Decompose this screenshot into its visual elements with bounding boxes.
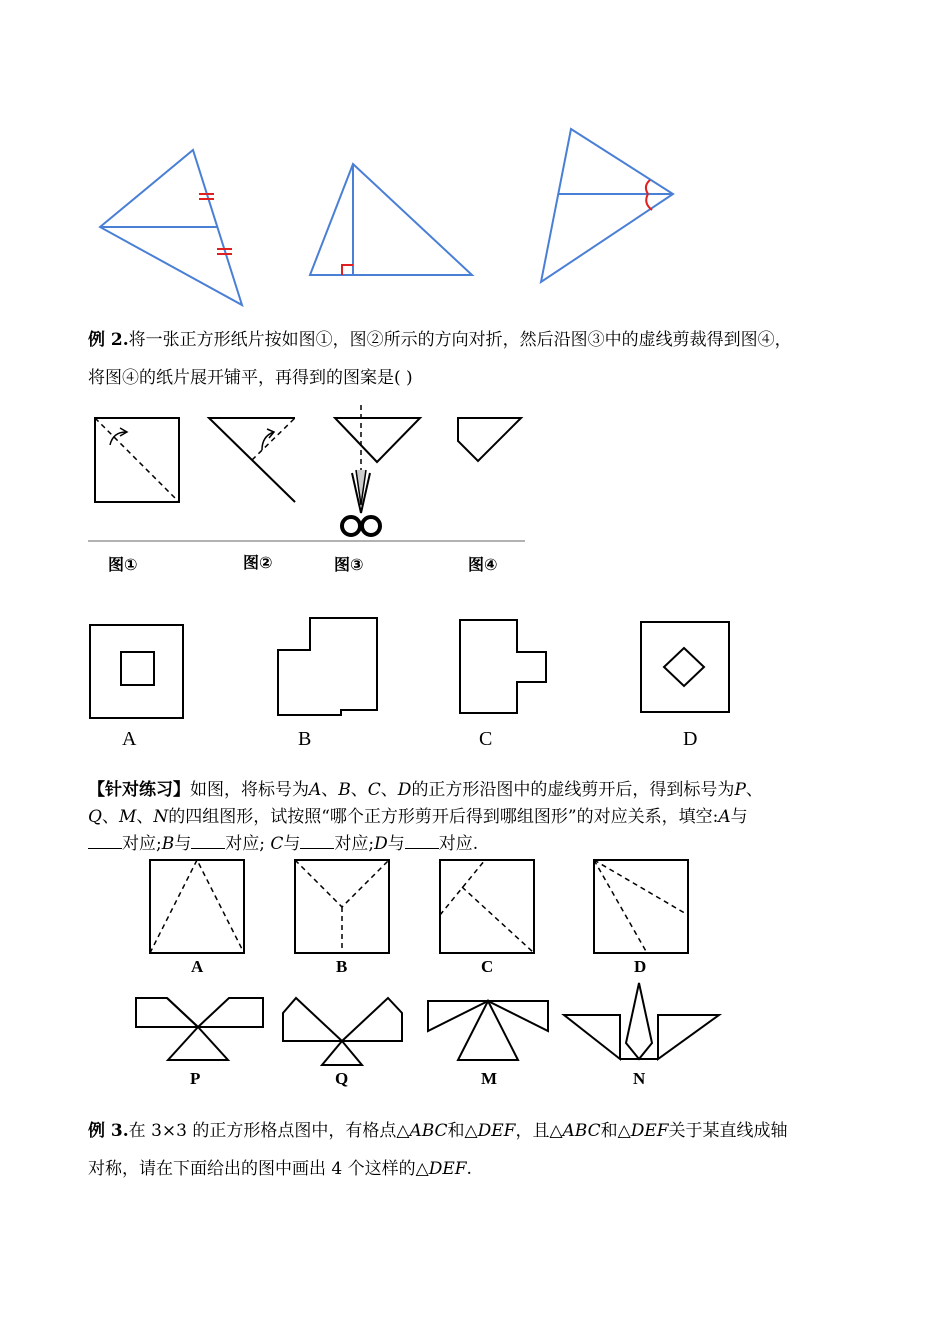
square-b-label: B: [336, 957, 348, 976]
top-triangles-figure: [0, 0, 950, 320]
square-d-cut1: [594, 860, 688, 915]
shape-n: [564, 983, 719, 1059]
shape-q-label: Q: [335, 1069, 349, 1088]
def: DEF: [630, 1121, 669, 1141]
square-a-cuts: [150, 860, 244, 953]
option-b-figure: [278, 618, 377, 715]
letter-b: B: [161, 834, 175, 854]
letter-c: C: [270, 834, 284, 854]
yu: 与: [730, 807, 748, 827]
example2-text1: 将一张正方形纸片按如图①，图②所示的方向对折，然后沿图③中的虚线剪裁得到图④，: [128, 330, 792, 350]
answer-options: [0, 612, 950, 722]
example2-line2: 将图④的纸片展开铺平，再得到的图案是( ): [88, 368, 413, 388]
letter-b: B: [338, 780, 351, 800]
def: DEF: [428, 1159, 467, 1179]
yu: 与: [283, 834, 301, 854]
sep: 、: [321, 780, 339, 800]
fig3-triangle: [335, 418, 420, 462]
sep: 、: [350, 780, 368, 800]
letter-m: M: [118, 807, 137, 827]
letter-a: A: [718, 807, 731, 827]
fig4-label: 图④: [468, 555, 498, 574]
shape-m: [428, 1001, 548, 1060]
shape-q: [283, 998, 402, 1065]
option-a-label: A: [122, 728, 137, 750]
shape-n-label: N: [633, 1069, 646, 1088]
option-b-label: B: [298, 728, 312, 750]
abc: ABC: [562, 1121, 601, 1141]
triangle-bisector-figure: [541, 129, 673, 282]
answer-blank-b[interactable]: [191, 834, 225, 849]
letter-c: C: [367, 780, 381, 800]
he: 和△: [447, 1121, 478, 1141]
shape-p-label: P: [190, 1069, 201, 1088]
letter-p: P: [734, 780, 746, 800]
sep: 、: [101, 807, 119, 827]
abc: ABC: [409, 1121, 448, 1141]
duiying-end: 对应.: [438, 834, 479, 854]
duiying: 对应;: [334, 834, 375, 854]
example3-text: .: [466, 1159, 472, 1179]
letter-d: D: [374, 834, 388, 854]
option-c-label: C: [479, 728, 493, 750]
answer-blank-a[interactable]: [88, 834, 122, 849]
sep: 、: [745, 780, 763, 800]
fig4-shape: [458, 418, 521, 461]
example3-line1: [88, 1118, 788, 1145]
square-a: [150, 860, 244, 953]
practice-line2: [88, 804, 748, 831]
square-c-label: C: [481, 957, 494, 976]
triangle-altitude-figure: [310, 164, 472, 275]
square-b-cuts: [295, 860, 389, 907]
example3-label: 例 3.: [88, 1121, 129, 1141]
practice-text: 的正方形沿图中的虚线剪开后，得到标号为: [411, 780, 735, 800]
def: DEF: [477, 1121, 516, 1141]
scissors-icon: [342, 470, 380, 535]
example2-line1: [88, 327, 792, 354]
option-c-figure: [460, 620, 546, 713]
square-d-cut2: [594, 860, 647, 953]
example3-line2: [88, 1156, 472, 1183]
triangle-median-figure: [100, 150, 242, 305]
letter-n: N: [153, 807, 169, 827]
yu: 与: [174, 834, 192, 854]
square-d-label: D: [634, 957, 647, 976]
duiying: 对应;: [122, 834, 162, 854]
duiying: 对应;: [225, 834, 265, 854]
example3-text: 在 3×3 的正方形格点图中，有格点△: [128, 1121, 410, 1141]
example3-text: ，且△: [515, 1121, 563, 1141]
option-a-figure: [90, 625, 183, 718]
option-d-label: D: [683, 728, 698, 750]
practice-label: 【针对练习】: [88, 780, 190, 800]
fig1-fold-line: [95, 418, 179, 502]
letter-a: A: [309, 780, 322, 800]
practice-squares: [0, 855, 950, 955]
sep: 、: [380, 780, 398, 800]
practice-line3: [88, 831, 478, 858]
fig2-label: 图②: [243, 553, 273, 572]
example2-label: 例 2.: [88, 330, 129, 350]
cut-pieces: [0, 975, 950, 1070]
letter-q: Q: [88, 807, 102, 827]
yu: 与: [387, 834, 405, 854]
right-angle-mark: [342, 265, 353, 275]
example3-text: 关于某直线成轴: [668, 1121, 788, 1141]
square-c-cut2: [462, 887, 534, 953]
fig1-fold-arrow-icon: [110, 428, 127, 445]
practice-line1: [88, 777, 763, 804]
fig1-label: 图①: [108, 555, 138, 574]
shape-m-label: M: [481, 1069, 498, 1088]
letter-d: D: [397, 780, 412, 800]
option-d-figure: [641, 622, 729, 712]
example3-text: 对称，请在下面给出的图中画出 4 个这样的△: [88, 1159, 429, 1179]
folding-figures: [0, 405, 560, 550]
fig3-label: 图③: [334, 555, 364, 574]
sep: 、: [136, 807, 154, 827]
answer-blank-d[interactable]: [405, 834, 439, 849]
square-c: [440, 860, 534, 953]
fig2-fold-line: [252, 418, 295, 460]
shape-p: [136, 998, 263, 1060]
practice-text: 的四组图形，试按照“哪个正方形剪开后得到哪组图形”的对应关系，填空:: [168, 807, 719, 827]
answer-blank-c[interactable]: [300, 834, 334, 849]
square-a-label: A: [191, 957, 204, 976]
practice-text: 如图，将标号为: [190, 780, 309, 800]
he: 和△: [600, 1121, 631, 1141]
